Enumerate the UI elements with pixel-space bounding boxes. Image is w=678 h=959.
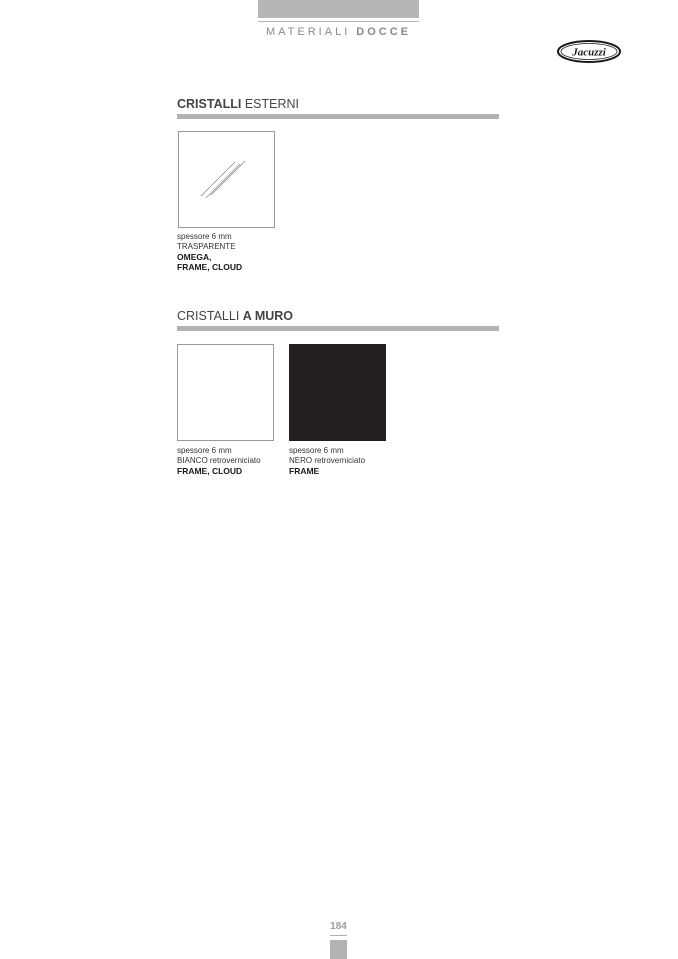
models-label: FRAME, CLOUD	[177, 262, 243, 272]
header-title-light: MATERIALI	[266, 26, 351, 38]
clear-glass-swatch	[178, 131, 275, 228]
jacuzzi-logo	[557, 40, 621, 63]
section-divider	[177, 326, 499, 331]
black-glass-caption	[289, 446, 365, 476]
clear-glass-caption	[177, 232, 242, 272]
black-glass-swatch	[289, 344, 386, 441]
page-header-title	[258, 26, 419, 38]
finish-label: BIANCO retroverniciato	[177, 456, 261, 465]
glass-reflection-icon	[179, 132, 274, 227]
logo-text: Jacuzzi	[572, 46, 606, 59]
models-label: FRAME	[289, 466, 320, 476]
header-bar	[258, 0, 419, 18]
thickness-label: spessore 6 mm	[289, 446, 344, 455]
section-title-bold: CRISTALLI	[177, 97, 242, 111]
section-divider	[177, 114, 499, 119]
header-title-bold: DOCCE	[356, 26, 411, 38]
white-glass-swatch	[177, 344, 274, 441]
white-glass-caption	[177, 446, 261, 476]
thickness-label: spessore 6 mm	[177, 446, 232, 455]
page-number: 184	[330, 921, 347, 932]
footer-divider	[330, 935, 347, 936]
footer-tab	[330, 940, 347, 959]
thickness-label: spessore 6 mm	[177, 232, 232, 241]
models-label: OMEGA,	[177, 252, 212, 262]
header-divider	[258, 21, 419, 22]
section-title-bold: A MURO	[242, 309, 294, 323]
section-title-light: ESTERNI	[244, 97, 300, 111]
section-title-cristalli-a-muro	[177, 309, 293, 323]
models-label: FRAME, CLOUD	[177, 466, 243, 476]
section-title-light: CRISTALLI	[177, 309, 240, 323]
finish-label: NERO retroverniciato	[289, 456, 366, 465]
finish-label: TRASPARENTE	[177, 242, 236, 251]
section-title-cristalli-esterni	[177, 97, 299, 111]
